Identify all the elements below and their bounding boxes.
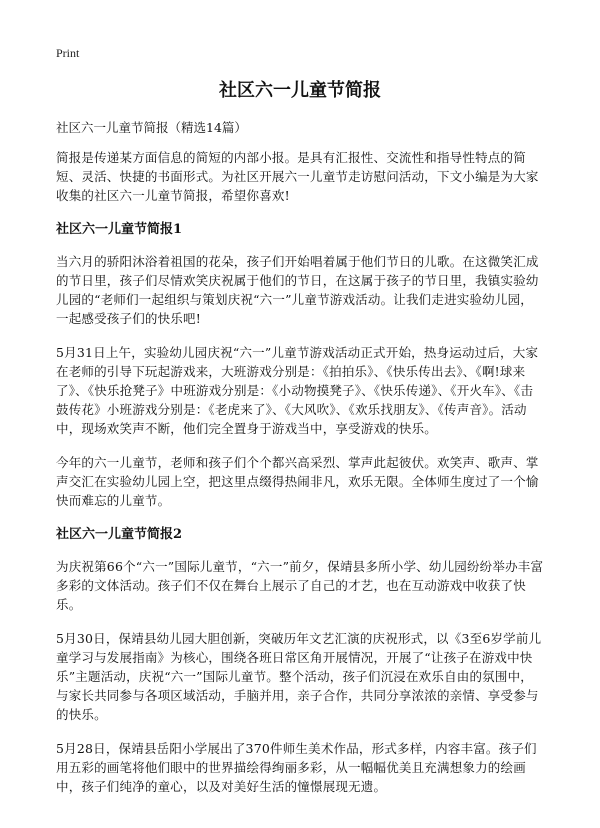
section-paragraph: 5月31日上午，实验幼儿园庆祝“六一”儿童节游戏活动正式开始，热身运动过后，大家在老师的引导下玩起游戏来，大班游戏分别是：《拍拍乐》、《快乐传出去》、《啊!球来了》、《快乐抢凳子》中班游戏分别是：《小动物摸凳子》、《快乐传递》、《开火车》、《击鼓传花》小班游戏分别是：《老虎来了》、《大风吹》、《欢乐找朋友》、《传声音》。活动中，现场欢笑声不断，他们完全置身于游戏当中，享受游戏的快乐。 [56,345,539,436]
print-link[interactable]: Print [56,46,80,60]
section-2 [56,525,544,796]
section-paragraph: 今年的六一儿童节，老师和孩子们个个都兴高采烈、掌声此起彼伏。欢笑声、歌声、掌声交汇在实验幼儿园上空，把这里点缀得热闹非凡，欢乐无限。全体师生度过了一个愉快而难忘的儿童节。 [56,455,539,508]
section-1 [56,220,544,510]
document-body [56,118,544,811]
section-heading: 社区六一儿童节简报1 [56,222,183,237]
page-title: 社区六一儿童节简报 [219,80,381,101]
section-paragraph: 为庆祝第66个“六一”国际儿童节，“六一”前夕，保靖县多所小学、幼儿园纷纷举办丰富多彩的文体活动。孩子们不仅在舞台上展示了自己的才艺，也在互动游戏中收获了快乐。 [56,559,544,612]
intro-paragraph: 简报是传递某方面信息的简短的内部小报。是具有汇报性、交流性和指导性特点的简短、灵活、快捷的书面形式。为社区开展六一儿童节走访慰问活动，下文小编是为大家收集的社区六一儿童节简报，希望你喜欢! [56,150,539,203]
document-subtitle: 社区六一儿童节简报（精选14篇） [56,120,247,135]
section-paragraph: 当六月的骄阳沐浴着祖国的花朵，孩子们开始唱着属于他们节日的儿歌。在这微笑汇成的节日里，孩子们尽情欢笑庆祝属于他们的节日，在这属于孩子的节日里，我镇实验幼儿园的“老师们一起组织与策划庆祝“六一”儿童节游戏活动。让我们走进实验幼儿园，一起感受孩子们的快乐吧! [56,254,539,326]
section-heading: 社区六一儿童节简报2 [56,527,183,542]
section-paragraph: 5月28日，保靖县岳阳小学展出了370件师生美术作品，形式多样，内容丰富。孩子们用五彩的画笔将他们眼中的世界描绘得绚丽多彩，从一幅幅优美且充满想象力的绘画中，孩子们纯净的童心，以及对美好生活的憧憬展现无遗。 [56,741,537,794]
section-paragraph: 5月30日，保靖县幼儿园大胆创新，突破历年文艺汇演的庆祝形式，以《3至6岁学前儿童学习与发展指南》为核心，围绕各班日常区角开展情况，开展了“让孩子在游戏中快乐”主题活动，庆祝“六一”国际儿童节。整个活动，孩子们沉浸在欢乐自由的氛围中，与家长共同参与各项区域活动，手脑并用，亲子合作，共同分享浓浓的亲情、享受参与的快乐。 [56,631,542,722]
